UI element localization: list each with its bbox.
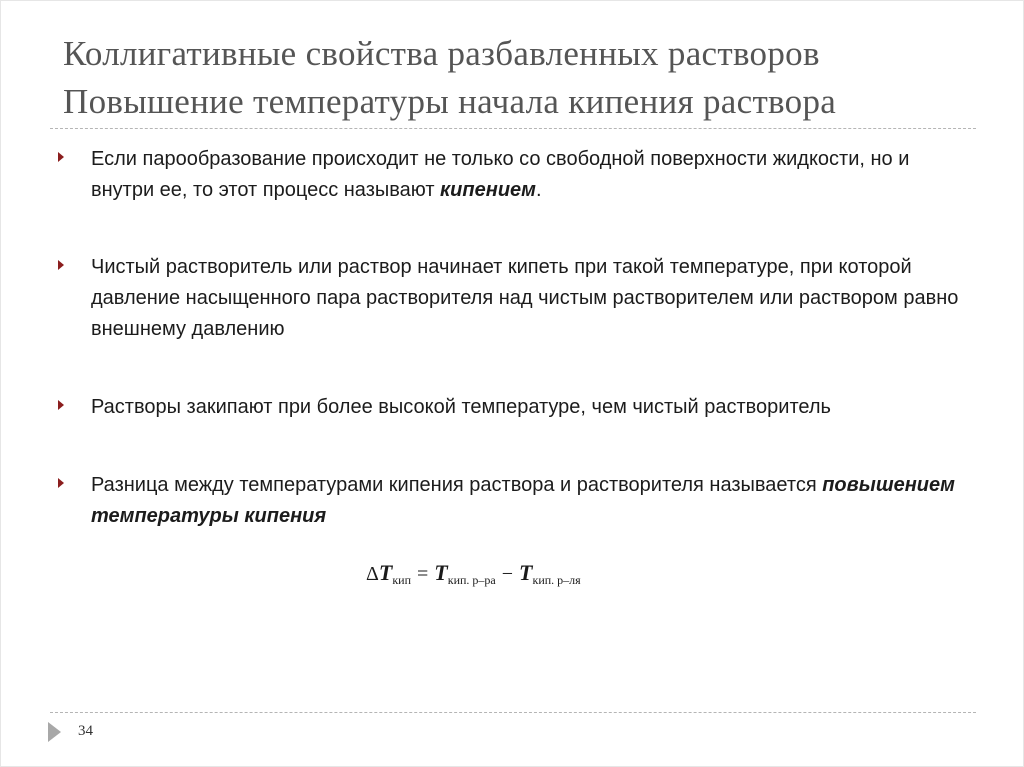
bullet-arrow-icon xyxy=(58,478,64,488)
title-divider xyxy=(50,128,976,129)
bullet-text-emphasis: кипением xyxy=(440,179,536,201)
title-line-2: Повышение температуры начала кипения раствора xyxy=(63,82,837,121)
formula-delta: Δ xyxy=(366,563,379,585)
bullet-text-plain: Растворы закипают при более высокой температуре, чем чистый растворитель xyxy=(91,396,831,418)
title-line-1: Коллигативные свойства разбавленных растворов xyxy=(63,34,820,73)
bullet-text xyxy=(91,144,961,206)
formula-lhs-symbol: T xyxy=(378,560,393,585)
bullet-text-plain: Разница между температурами кипения раствора и растворителя называется xyxy=(91,474,823,496)
formula-term1-subscript: кип. р–ра xyxy=(447,573,496,587)
formula-term1-symbol: T xyxy=(434,560,448,585)
formula-minus: − xyxy=(501,563,514,585)
bullet-text-tail: . xyxy=(535,179,542,201)
formula-lhs-subscript: кип xyxy=(392,573,412,587)
bullet-text-plain: Чистый растворитель или раствор начинает кипеть при такой температуре, при которой давление насыщенного пара растворителя над чистым растворителем или раствором равно внешнему давлению xyxy=(91,256,959,340)
bullet-text-emphasis: повышением температуры кипения xyxy=(91,474,955,527)
slide-title xyxy=(63,30,1013,126)
footer-triangle-icon xyxy=(48,722,61,742)
formula-term2-subscript: кип. р–ля xyxy=(532,573,581,587)
bullet-text xyxy=(91,470,961,532)
formula-term2-symbol: T xyxy=(519,560,533,585)
page-number: 34 xyxy=(78,723,93,739)
bullet-text-plain: Если парообразование происходит не только со свободной поверхности жидкости, но и внутри ее, то этот процесс называют xyxy=(91,148,910,201)
bullet-arrow-icon xyxy=(58,152,64,162)
footer-divider xyxy=(50,712,976,713)
bullet-text xyxy=(91,392,961,423)
formula-equals: = xyxy=(417,563,429,585)
bullet-text xyxy=(91,252,961,345)
bullet-arrow-icon xyxy=(58,260,64,270)
bullet-arrow-icon xyxy=(58,400,64,410)
boiling-point-formula xyxy=(366,560,581,588)
